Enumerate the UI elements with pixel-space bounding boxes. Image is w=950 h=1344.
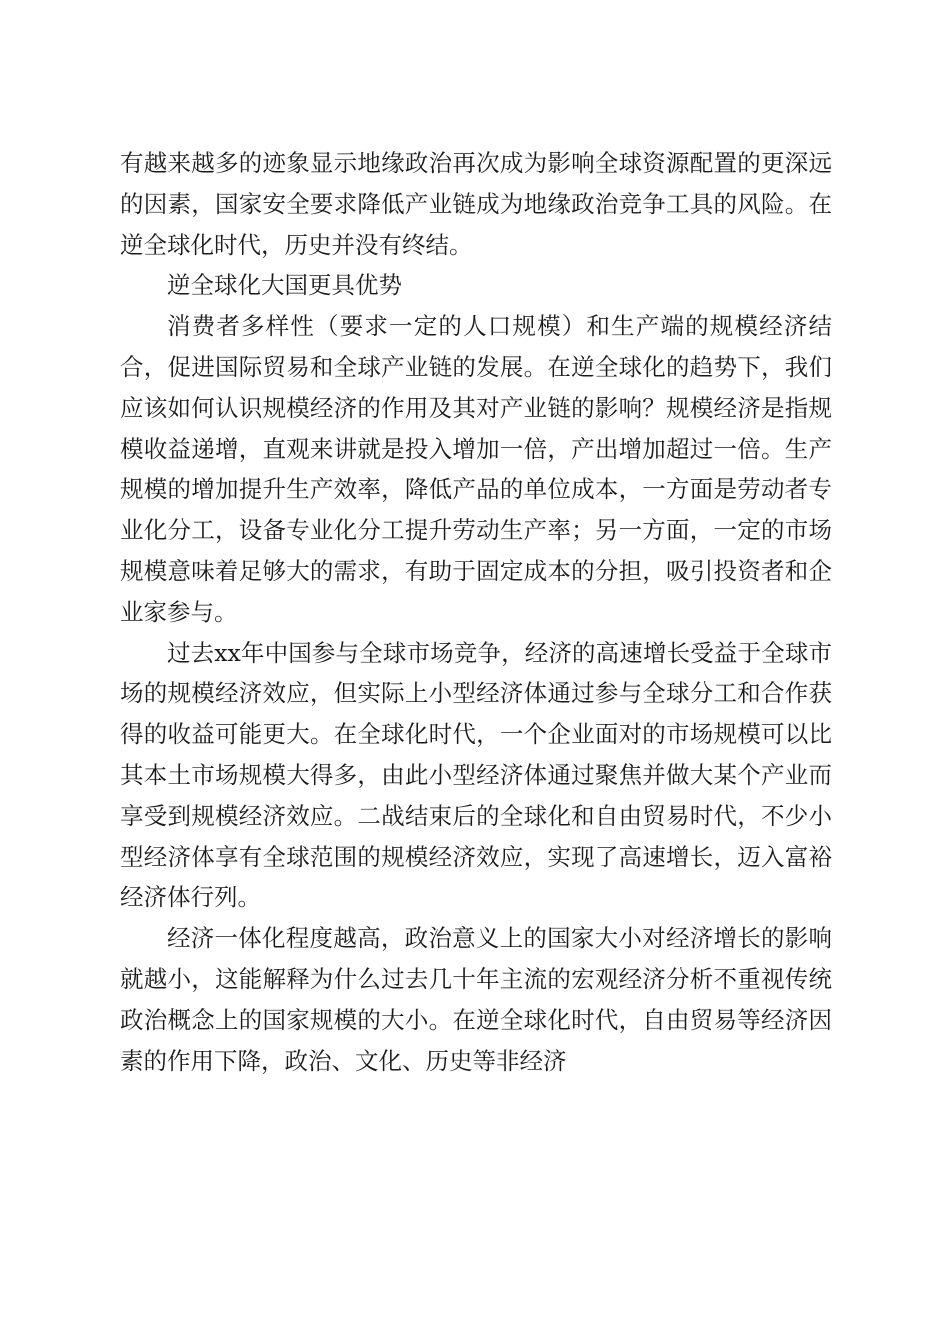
- section-heading: 逆全球化大国更具优势: [167, 271, 402, 300]
- paragraph-china-global-market: 过去xx年中国参与全球市场竞争，经济的高速增长受益于全球市场的规模经济效应，但实际上小型经济体通过参与全球分工和合作获得的收益可能更大。在全球化时代，一个企业面对的市场规模可以比其本土市场规模大得多，由此小型经济体通过聚焦并做大某个产业而享受到规模经济效应。二战结束后的全球化和自由贸易时代，不少小型经济体享有全球范围的规模经济效应，实现了高速增长，迈入富裕经济体行列。: [120, 638, 832, 912]
- paragraph-economies-of-scale: 消费者多样性（要求一定的人口规模）和生产端的规模经济结合，促进国际贸易和全球产业链的发展。在逆全球化的趋势下，我们应该如何认识规模经济的作用及其对产业链的影响？规模经济是指规模收益递增，直观来讲就是投入增加一倍，产出增加超过一倍。生产规模的增加提升生产效率，降低产品的单位成本，一方面是劳动者专业化分工，设备专业化分工提升劳动生产率；另一方面，一定的市场规模意味着足够大的需求，有助于固定成本的分担，吸引投资者和企业家参与。: [120, 312, 832, 626]
- paragraph-economic-integration: 经济一体化程度越高，政治意义上的国家大小对经济增长的影响就越小，这能解释为什么过去几十年主流的宏观经济分析不重视传统政治概念上的国家规模的大小。在逆全球化时代，自由贸易等经济因素的作用下降，政治、文化、历史等非经济: [120, 924, 832, 1075]
- document-body: [120, 143, 832, 1081]
- paragraph-geopolitics: 有越来越多的迹象显示地缘政治再次成为影响全球资源配置的更深远的因素，国家安全要求降低产业链成为地缘政治竞争工具的风险。在逆全球化时代，历史并没有终结。: [120, 149, 832, 259]
